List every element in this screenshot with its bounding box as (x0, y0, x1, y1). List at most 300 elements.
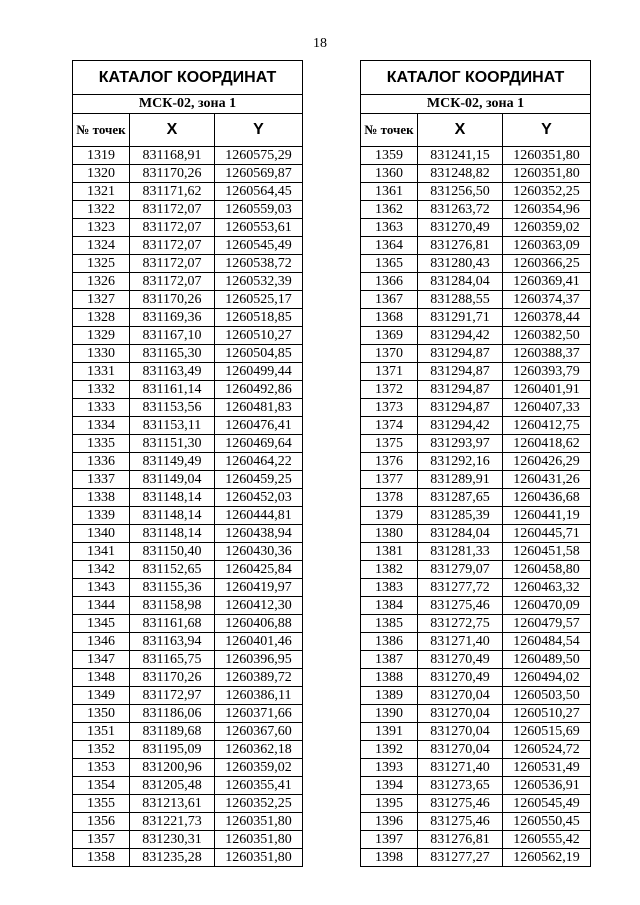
cell-x: 831221,73 (130, 813, 215, 831)
table-row (361, 309, 591, 327)
cell-point-number: 1362 (361, 201, 418, 219)
cell-y: 1260438,94 (215, 525, 303, 543)
page-number: 18 (313, 36, 327, 51)
cell-x: 831270,04 (418, 687, 503, 705)
cell-y: 1260553,61 (215, 219, 303, 237)
table-row (73, 705, 303, 723)
cell-point-number: 1328 (73, 309, 130, 327)
cell-point-number: 1351 (73, 723, 130, 741)
cell-x: 831153,56 (130, 399, 215, 417)
table-row (73, 561, 303, 579)
catalog-title: КАТАЛОГ КООРДИНАТ (73, 61, 303, 95)
table-row (361, 453, 591, 471)
cell-y: 1260555,42 (503, 831, 591, 849)
cell-x: 831153,11 (130, 417, 215, 435)
cell-point-number: 1368 (361, 309, 418, 327)
table-row (361, 255, 591, 273)
cell-x: 831165,30 (130, 345, 215, 363)
cell-point-number: 1380 (361, 525, 418, 543)
cell-y: 1260389,72 (215, 669, 303, 687)
coordinate-catalog-left (72, 60, 303, 867)
cell-y: 1260362,18 (215, 741, 303, 759)
table-row (361, 219, 591, 237)
cell-point-number: 1355 (73, 795, 130, 813)
cell-point-number: 1350 (73, 705, 130, 723)
cell-x: 831172,97 (130, 687, 215, 705)
cell-y: 1260564,45 (215, 183, 303, 201)
cell-x: 831294,87 (418, 381, 503, 399)
cell-point-number: 1392 (361, 741, 418, 759)
table-row (73, 309, 303, 327)
cell-y: 1260369,41 (503, 273, 591, 291)
cell-x: 831205,48 (130, 777, 215, 795)
cell-x: 831277,72 (418, 579, 503, 597)
cell-y: 1260536,91 (503, 777, 591, 795)
cell-point-number: 1347 (73, 651, 130, 669)
table-row (73, 795, 303, 813)
table-row (361, 435, 591, 453)
table-row (73, 291, 303, 309)
cell-y: 1260510,27 (503, 705, 591, 723)
cell-x: 831163,49 (130, 363, 215, 381)
cell-x: 831270,04 (418, 723, 503, 741)
table-row (361, 723, 591, 741)
table-row (361, 165, 591, 183)
cell-y: 1260401,91 (503, 381, 591, 399)
cell-x: 831276,81 (418, 237, 503, 255)
cell-point-number: 1358 (73, 849, 130, 867)
cell-x: 831148,14 (130, 525, 215, 543)
cell-point-number: 1378 (361, 489, 418, 507)
table-row (361, 741, 591, 759)
cell-x: 831155,36 (130, 579, 215, 597)
cell-y: 1260515,69 (503, 723, 591, 741)
cell-point-number: 1361 (361, 183, 418, 201)
cell-point-number: 1346 (73, 633, 130, 651)
table-row (73, 651, 303, 669)
cell-y: 1260363,09 (503, 237, 591, 255)
cell-point-number: 1333 (73, 399, 130, 417)
cell-y: 1260470,09 (503, 597, 591, 615)
cell-point-number: 1389 (361, 687, 418, 705)
cell-y: 1260538,72 (215, 255, 303, 273)
catalog-subtitle-row (361, 95, 591, 114)
cell-y: 1260458,80 (503, 561, 591, 579)
cell-y: 1260479,57 (503, 615, 591, 633)
cell-point-number: 1349 (73, 687, 130, 705)
cell-y: 1260484,54 (503, 633, 591, 651)
table-row (73, 489, 303, 507)
cell-y: 1260532,39 (215, 273, 303, 291)
cell-x: 831151,30 (130, 435, 215, 453)
cell-y: 1260524,72 (503, 741, 591, 759)
cell-x: 831186,06 (130, 705, 215, 723)
cell-y: 1260492,86 (215, 381, 303, 399)
cell-x: 831167,10 (130, 327, 215, 345)
cell-point-number: 1385 (361, 615, 418, 633)
cell-y: 1260355,41 (215, 777, 303, 795)
cell-y: 1260419,97 (215, 579, 303, 597)
cell-x: 831294,87 (418, 399, 503, 417)
cell-point-number: 1369 (361, 327, 418, 345)
cell-y: 1260396,95 (215, 651, 303, 669)
cell-x: 831158,98 (130, 597, 215, 615)
table-row (73, 255, 303, 273)
table-row (361, 345, 591, 363)
cell-point-number: 1370 (361, 345, 418, 363)
table-row (361, 777, 591, 795)
catalog-subtitle: МСК-02, зона 1 (73, 95, 303, 114)
table-row (361, 201, 591, 219)
table-row (73, 615, 303, 633)
catalog-title-row (73, 61, 303, 95)
cell-y: 1260431,26 (503, 471, 591, 489)
cell-x: 831294,87 (418, 345, 503, 363)
table-row (361, 669, 591, 687)
cell-point-number: 1338 (73, 489, 130, 507)
cell-x: 831163,94 (130, 633, 215, 651)
cell-y: 1260452,03 (215, 489, 303, 507)
cell-y: 1260451,58 (503, 543, 591, 561)
cell-y: 1260503,50 (503, 687, 591, 705)
cell-point-number: 1321 (73, 183, 130, 201)
cell-x: 831270,49 (418, 219, 503, 237)
cell-point-number: 1366 (361, 273, 418, 291)
table-row (361, 597, 591, 615)
table-row (73, 345, 303, 363)
cell-x: 831161,14 (130, 381, 215, 399)
cell-point-number: 1334 (73, 417, 130, 435)
cell-x: 831235,28 (130, 849, 215, 867)
table-row (361, 237, 591, 255)
table-row (73, 507, 303, 525)
cell-point-number: 1386 (361, 633, 418, 651)
cell-y: 1260518,85 (215, 309, 303, 327)
cell-x: 831172,07 (130, 273, 215, 291)
table-row (73, 633, 303, 651)
column-header-row (73, 114, 303, 147)
cell-point-number: 1354 (73, 777, 130, 795)
cell-y: 1260441,19 (503, 507, 591, 525)
cell-point-number: 1397 (361, 831, 418, 849)
catalog-subtitle-row (73, 95, 303, 114)
cell-y: 1260401,46 (215, 633, 303, 651)
cell-point-number: 1356 (73, 813, 130, 831)
cell-point-number: 1324 (73, 237, 130, 255)
cell-y: 1260575,29 (215, 147, 303, 165)
cell-x: 831284,04 (418, 273, 503, 291)
cell-y: 1260388,37 (503, 345, 591, 363)
cell-point-number: 1326 (73, 273, 130, 291)
cell-x: 831170,26 (130, 165, 215, 183)
cell-point-number: 1342 (73, 561, 130, 579)
cell-point-number: 1339 (73, 507, 130, 525)
table-row (73, 669, 303, 687)
cell-x: 831275,46 (418, 795, 503, 813)
cell-y: 1260550,45 (503, 813, 591, 831)
cell-y: 1260459,25 (215, 471, 303, 489)
cell-x: 831281,33 (418, 543, 503, 561)
table-row (361, 147, 591, 165)
cell-x: 831271,40 (418, 633, 503, 651)
cell-point-number: 1325 (73, 255, 130, 273)
table-row (361, 615, 591, 633)
cell-y: 1260559,03 (215, 201, 303, 219)
cell-point-number: 1382 (361, 561, 418, 579)
table-row (361, 507, 591, 525)
cell-x: 831284,04 (418, 525, 503, 543)
cell-y: 1260393,79 (503, 363, 591, 381)
table-row (73, 759, 303, 777)
cell-y: 1260407,33 (503, 399, 591, 417)
cell-x: 831294,42 (418, 327, 503, 345)
table-row (361, 705, 591, 723)
cell-y: 1260469,64 (215, 435, 303, 453)
cell-point-number: 1323 (73, 219, 130, 237)
table-row (73, 687, 303, 705)
cell-point-number: 1364 (361, 237, 418, 255)
cell-x: 831272,75 (418, 615, 503, 633)
cell-x: 831189,68 (130, 723, 215, 741)
cell-y: 1260371,66 (215, 705, 303, 723)
cell-x: 831195,09 (130, 741, 215, 759)
table-row (73, 741, 303, 759)
cell-x: 831161,68 (130, 615, 215, 633)
cell-y: 1260425,84 (215, 561, 303, 579)
cell-y: 1260366,25 (503, 255, 591, 273)
header-point-number: № точек (73, 114, 130, 147)
catalog-subtitle: МСК-02, зона 1 (361, 95, 591, 114)
cell-x: 831275,46 (418, 813, 503, 831)
header-y: Y (215, 114, 303, 147)
cell-x: 831292,16 (418, 453, 503, 471)
cell-point-number: 1376 (361, 453, 418, 471)
cell-y: 1260412,75 (503, 417, 591, 435)
cell-point-number: 1336 (73, 453, 130, 471)
table-row (73, 273, 303, 291)
cell-x: 831148,14 (130, 489, 215, 507)
table-row (73, 525, 303, 543)
table-row (361, 399, 591, 417)
table-row (73, 831, 303, 849)
cell-point-number: 1363 (361, 219, 418, 237)
cell-point-number: 1394 (361, 777, 418, 795)
cell-y: 1260378,44 (503, 309, 591, 327)
cell-point-number: 1375 (361, 435, 418, 453)
cell-y: 1260352,25 (215, 795, 303, 813)
cell-x: 831149,49 (130, 453, 215, 471)
cell-x: 831172,07 (130, 255, 215, 273)
cell-y: 1260463,32 (503, 579, 591, 597)
cell-x: 831172,07 (130, 201, 215, 219)
table-row (73, 417, 303, 435)
table-row (73, 723, 303, 741)
cell-x: 831168,91 (130, 147, 215, 165)
table-row (73, 327, 303, 345)
cell-point-number: 1388 (361, 669, 418, 687)
cell-y: 1260374,37 (503, 291, 591, 309)
column-header-row (361, 114, 591, 147)
table-row (73, 453, 303, 471)
cell-y: 1260412,30 (215, 597, 303, 615)
cell-x: 831150,40 (130, 543, 215, 561)
cell-x: 831200,96 (130, 759, 215, 777)
table-row (73, 579, 303, 597)
table-row (73, 363, 303, 381)
table-row (361, 759, 591, 777)
table-row (361, 327, 591, 345)
cell-x: 831149,04 (130, 471, 215, 489)
cell-x: 831276,81 (418, 831, 503, 849)
cell-point-number: 1352 (73, 741, 130, 759)
table-row (73, 219, 303, 237)
cell-y: 1260489,50 (503, 651, 591, 669)
cell-point-number: 1348 (73, 669, 130, 687)
cell-point-number: 1381 (361, 543, 418, 561)
table-row (361, 471, 591, 489)
table-row (361, 849, 591, 867)
table-row (73, 147, 303, 165)
cell-y: 1260504,85 (215, 345, 303, 363)
cell-point-number: 1332 (73, 381, 130, 399)
cell-y: 1260351,80 (503, 147, 591, 165)
cell-point-number: 1396 (361, 813, 418, 831)
cell-point-number: 1353 (73, 759, 130, 777)
table-row (73, 435, 303, 453)
cell-x: 831171,62 (130, 183, 215, 201)
cell-y: 1260464,22 (215, 453, 303, 471)
cell-x: 831271,40 (418, 759, 503, 777)
coordinate-catalog-right (360, 60, 591, 867)
cell-y: 1260406,88 (215, 615, 303, 633)
cell-y: 1260569,87 (215, 165, 303, 183)
cell-y: 1260351,80 (503, 165, 591, 183)
cell-y: 1260445,71 (503, 525, 591, 543)
header-x: X (130, 114, 215, 147)
table-row (361, 525, 591, 543)
table-row (73, 849, 303, 867)
cell-y: 1260510,27 (215, 327, 303, 345)
cell-y: 1260562,19 (503, 849, 591, 867)
catalog-title-row (361, 61, 591, 95)
table-row (361, 417, 591, 435)
header-x: X (418, 114, 503, 147)
cell-point-number: 1331 (73, 363, 130, 381)
cell-y: 1260481,83 (215, 399, 303, 417)
header-point-number: № точек (361, 114, 418, 147)
cell-x: 831172,07 (130, 237, 215, 255)
table-row (361, 381, 591, 399)
cell-x: 831288,55 (418, 291, 503, 309)
cell-x: 831152,65 (130, 561, 215, 579)
cell-x: 831277,27 (418, 849, 503, 867)
cell-x: 831241,15 (418, 147, 503, 165)
cell-x: 831270,49 (418, 669, 503, 687)
cell-y: 1260499,44 (215, 363, 303, 381)
cell-x: 831170,26 (130, 669, 215, 687)
cell-x: 831275,46 (418, 597, 503, 615)
table-row (361, 291, 591, 309)
table-row (73, 201, 303, 219)
cell-point-number: 1384 (361, 597, 418, 615)
cell-point-number: 1329 (73, 327, 130, 345)
cell-x: 831287,65 (418, 489, 503, 507)
cell-x: 831170,26 (130, 291, 215, 309)
cell-y: 1260436,68 (503, 489, 591, 507)
table-row (73, 237, 303, 255)
table-row (361, 561, 591, 579)
cell-x: 831289,91 (418, 471, 503, 489)
cell-point-number: 1395 (361, 795, 418, 813)
table-row (361, 543, 591, 561)
cell-x: 831294,87 (418, 363, 503, 381)
table-row (73, 165, 303, 183)
header-y: Y (503, 114, 591, 147)
table-row (73, 183, 303, 201)
cell-x: 831165,75 (130, 651, 215, 669)
table-row (73, 813, 303, 831)
cell-point-number: 1322 (73, 201, 130, 219)
cell-point-number: 1365 (361, 255, 418, 273)
cell-y: 1260382,50 (503, 327, 591, 345)
cell-x: 831213,61 (130, 795, 215, 813)
table-row (361, 183, 591, 201)
table-row (73, 471, 303, 489)
cell-point-number: 1344 (73, 597, 130, 615)
cell-point-number: 1319 (73, 147, 130, 165)
cell-x: 831294,42 (418, 417, 503, 435)
cell-point-number: 1387 (361, 651, 418, 669)
cell-point-number: 1372 (361, 381, 418, 399)
table-row (361, 633, 591, 651)
cell-point-number: 1383 (361, 579, 418, 597)
cell-y: 1260352,25 (503, 183, 591, 201)
cell-y: 1260545,49 (215, 237, 303, 255)
cell-y: 1260531,49 (503, 759, 591, 777)
cell-x: 831148,14 (130, 507, 215, 525)
table-row (361, 687, 591, 705)
cell-point-number: 1330 (73, 345, 130, 363)
cell-point-number: 1335 (73, 435, 130, 453)
table-row (361, 813, 591, 831)
cell-x: 831270,04 (418, 741, 503, 759)
cell-point-number: 1343 (73, 579, 130, 597)
cell-x: 831280,43 (418, 255, 503, 273)
cell-point-number: 1393 (361, 759, 418, 777)
table-row (361, 579, 591, 597)
table-row (361, 831, 591, 849)
cell-y: 1260386,11 (215, 687, 303, 705)
table-row (361, 651, 591, 669)
cell-y: 1260426,29 (503, 453, 591, 471)
table-row (361, 363, 591, 381)
cell-y: 1260359,02 (215, 759, 303, 777)
cell-y: 1260354,96 (503, 201, 591, 219)
table-row (73, 381, 303, 399)
cell-y: 1260444,81 (215, 507, 303, 525)
cell-y: 1260351,80 (215, 831, 303, 849)
cell-y: 1260418,62 (503, 435, 591, 453)
cell-x: 831270,49 (418, 651, 503, 669)
cell-x: 831291,71 (418, 309, 503, 327)
cell-point-number: 1374 (361, 417, 418, 435)
cell-y: 1260430,36 (215, 543, 303, 561)
table-row (361, 795, 591, 813)
cell-point-number: 1377 (361, 471, 418, 489)
cell-x: 831279,07 (418, 561, 503, 579)
table-row (73, 777, 303, 795)
cell-point-number: 1373 (361, 399, 418, 417)
